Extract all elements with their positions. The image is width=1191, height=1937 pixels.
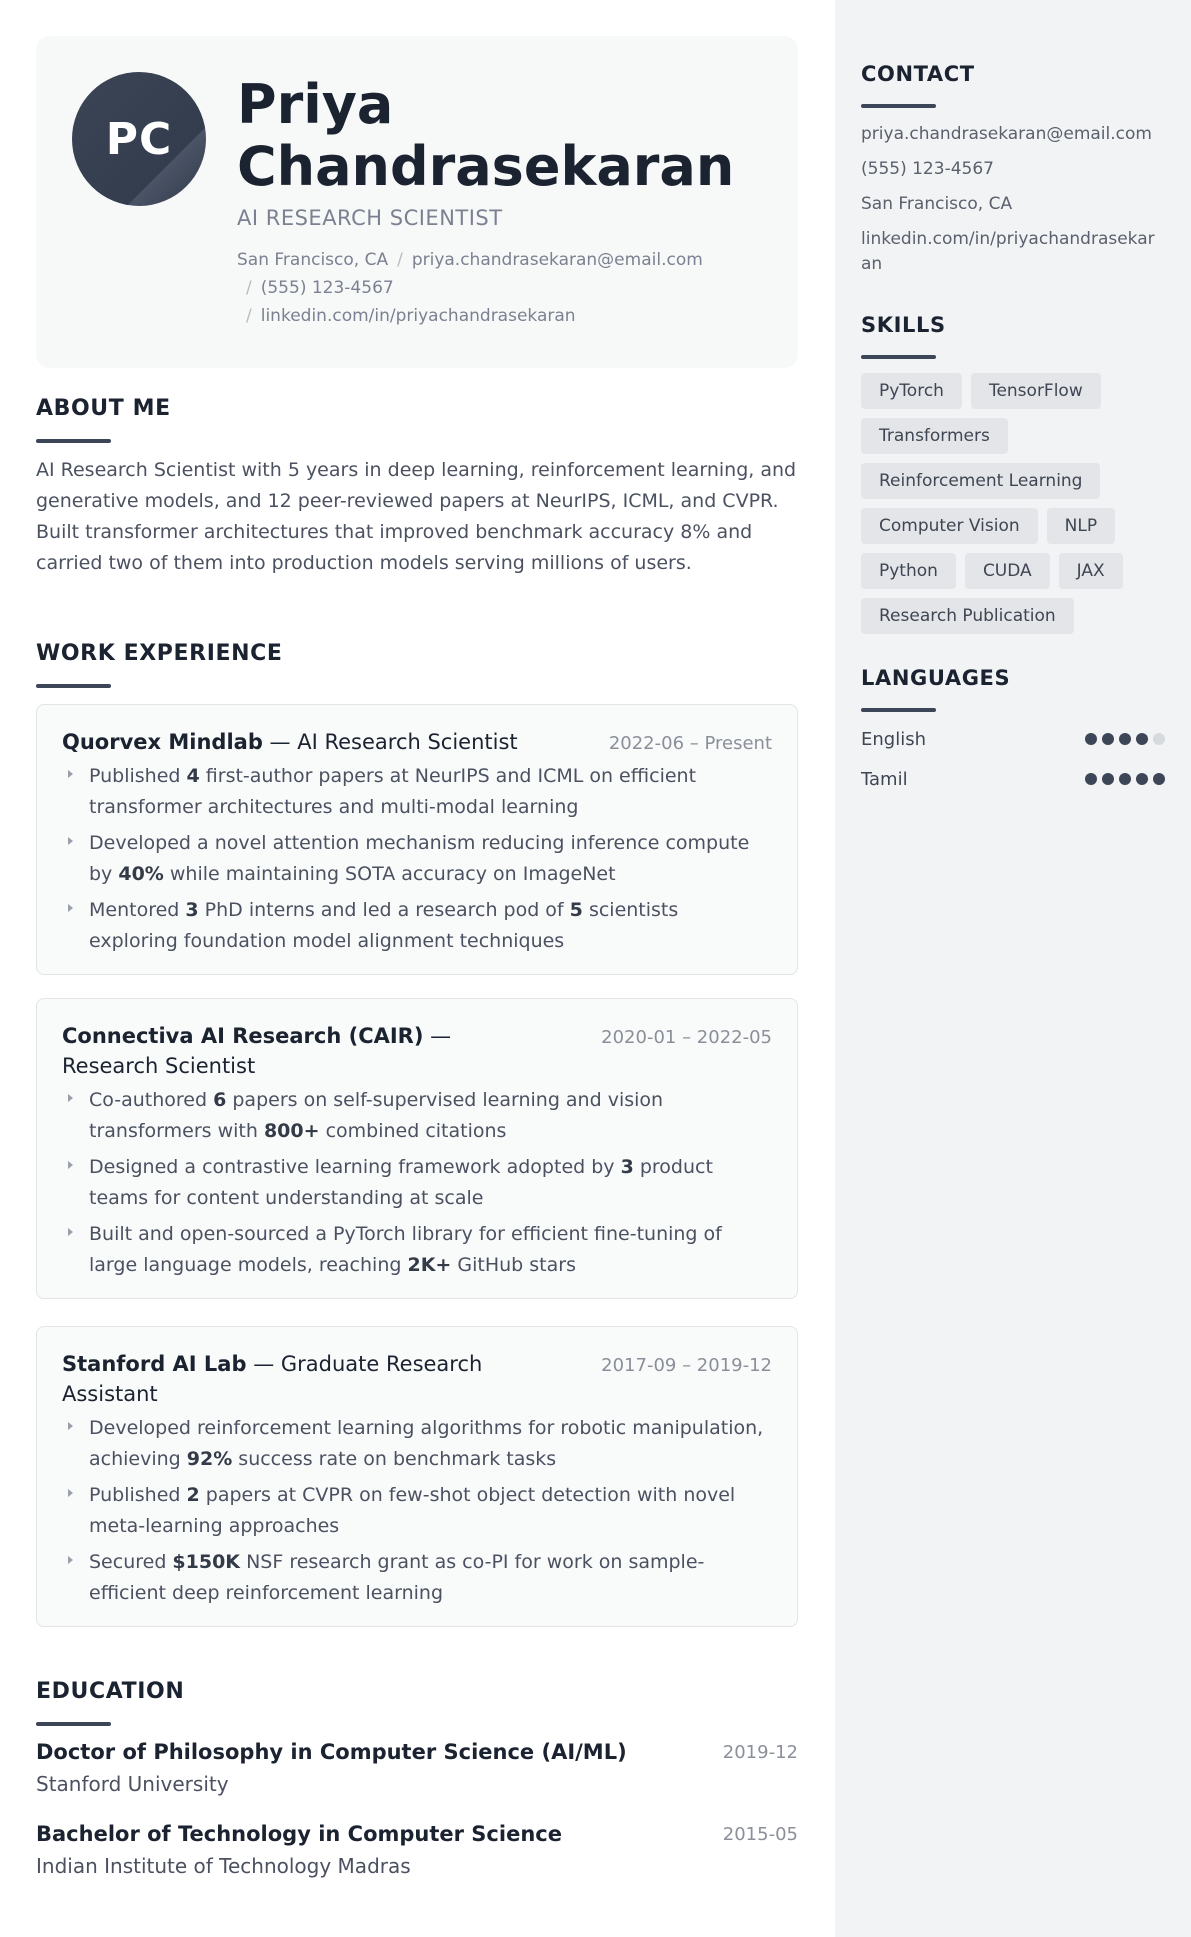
bullet-text: combined citations <box>319 1120 507 1142</box>
bullet-text: Built and open-sourced a PyTorch library for efficient fine-tuning of large language models, reaching <box>89 1223 722 1276</box>
job-bullet <box>62 1547 772 1609</box>
education-date: 2015-05 <box>722 1824 798 1845</box>
header-phone[interactable]: (555) 123-4567 <box>260 278 394 298</box>
bullet-highlight: 3 <box>620 1156 634 1178</box>
bullet-highlight: 2K+ <box>407 1254 452 1276</box>
level-dot <box>1119 773 1131 785</box>
sidebar-title-languages: LANGUAGES <box>861 666 1011 690</box>
separator: / <box>246 306 252 326</box>
section-title-experience: WORK EXPERIENCE <box>36 641 283 666</box>
job-dates: 2020-01 – 2022-05 <box>601 1027 772 1048</box>
bullet-text: while maintaining SOTA accuracy on ImageNet <box>163 863 616 885</box>
language-level-dots <box>1085 733 1165 745</box>
job-dash: — <box>253 1352 275 1376</box>
bullet-text: Developed reinforcement learning algorithms for robotic manipulation, achieving <box>89 1417 764 1470</box>
skill-chip: JAX <box>1059 553 1123 589</box>
header-email[interactable]: priya.chandrasekaran@email.com <box>411 250 703 270</box>
job-bullet <box>62 828 772 890</box>
education-item <box>36 1740 798 1796</box>
bullet-highlight: 4 <box>186 765 200 787</box>
job-bullet <box>62 1480 772 1542</box>
education-degree: Doctor of Philosophy in Computer Science (AI/ML) <box>36 1740 627 1764</box>
language-item <box>861 766 1165 792</box>
skill-chip: Reinforcement Learning <box>861 463 1100 499</box>
header-contact-line-2 <box>237 278 394 298</box>
sidebar-title-contact: CONTACT <box>861 62 975 86</box>
sidebar-inner <box>835 0 1191 792</box>
header-contact-line-1 <box>237 250 703 270</box>
job-bullet <box>62 1085 772 1147</box>
sidebar-location: San Francisco, CA <box>861 194 1013 214</box>
section-underline <box>861 104 936 108</box>
job-title: AI RESEARCH SCIENTIST <box>237 206 503 230</box>
main-column <box>36 36 798 1878</box>
job-header <box>62 1021 772 1081</box>
language-level-dots <box>1085 773 1165 785</box>
section-underline <box>36 439 111 443</box>
skill-chip: NLP <box>1047 508 1115 544</box>
sidebar-email[interactable]: priya.chandrasekaran@email.com <box>861 124 1152 144</box>
bullet-text: Designed a contrastive learning framework adopted by <box>89 1156 621 1178</box>
header-card <box>36 36 798 368</box>
separator: / <box>246 278 252 298</box>
job-bullet <box>62 1152 772 1214</box>
bullet-text: first-author papers at NeurIPS and ICML on efficient transformer architectures and multi-modal learning <box>89 765 697 818</box>
sidebar <box>835 0 1191 1937</box>
bullet-highlight: $150K <box>172 1551 241 1573</box>
skill-chip: PyTorch <box>861 373 962 409</box>
header-linkedin[interactable]: linkedin.com/in/priyachandrasekaran <box>260 306 576 326</box>
avatar <box>72 72 206 206</box>
level-dot <box>1085 773 1097 785</box>
bullet-text: success rate on benchmark tasks <box>232 1448 557 1470</box>
job-dates: 2017-09 – 2019-12 <box>601 1355 772 1376</box>
bullet-text: Published <box>89 1484 187 1506</box>
skill-chip: CUDA <box>965 553 1050 589</box>
job-bullet <box>62 1219 772 1281</box>
education-school: Stanford University <box>36 1772 229 1796</box>
sidebar-phone[interactable]: (555) 123-4567 <box>861 159 994 179</box>
bullet-text: Developed a novel attention mechanism reducing inference compute by <box>89 832 750 885</box>
bullet-text: NSF research grant as co-PI for work on sample-efficient deep reinforcement learning <box>89 1551 705 1604</box>
job-company: Connectiva AI Research (CAIR) <box>62 1024 424 1048</box>
job-bullets <box>62 1413 772 1609</box>
job-bullets <box>62 761 772 957</box>
experience-heading <box>36 641 798 688</box>
bullet-text: scientists exploring foundation model alignment techniques <box>89 899 679 952</box>
job-dates: 2022-06 – Present <box>608 733 772 754</box>
skill-chip: Research Publication <box>861 598 1074 634</box>
bullet-highlight: 6 <box>213 1089 227 1111</box>
language-item <box>861 726 1165 752</box>
level-dot <box>1153 773 1165 785</box>
bullet-text: papers on self-supervised learning and vision transformers with <box>89 1089 664 1142</box>
bullet-text: Secured <box>89 1551 173 1573</box>
section-underline <box>861 708 936 712</box>
level-dot <box>1136 733 1148 745</box>
job-header <box>62 1349 772 1409</box>
job-bullets <box>62 1085 772 1281</box>
bullet-text: Mentored <box>89 899 186 921</box>
bullet-text: PhD interns and led a research pod of <box>198 899 570 921</box>
education-heading <box>36 1679 798 1726</box>
about-section <box>36 396 798 579</box>
education-date: 2019-12 <box>722 1742 798 1763</box>
skill-chip: TensorFlow <box>971 373 1101 409</box>
skill-chip: Transformers <box>861 418 1008 454</box>
bullet-highlight: 5 <box>569 899 583 921</box>
bullet-text: papers at CVPR on few-shot object detection with novel meta-learning approaches <box>89 1484 736 1537</box>
bullet-highlight: 92% <box>186 1448 233 1470</box>
job-company: Stanford AI Lab <box>62 1352 247 1376</box>
job-card <box>36 704 798 975</box>
level-dot <box>1153 733 1165 745</box>
bullet-text: Published <box>89 765 187 787</box>
section-underline <box>36 1722 111 1726</box>
job-bullet <box>62 895 772 957</box>
separator: / <box>397 250 403 270</box>
section-title-about: ABOUT ME <box>36 396 171 421</box>
header-contact-line-3 <box>237 306 576 326</box>
section-title-education: EDUCATION <box>36 1679 185 1704</box>
level-dot <box>1102 773 1114 785</box>
skill-chip: Python <box>861 553 956 589</box>
level-dot <box>1102 733 1114 745</box>
bullet-text: Co-authored <box>89 1089 214 1111</box>
candidate-name: Priya Chandrasekaran <box>237 73 735 198</box>
education-school: Indian Institute of Technology Madras <box>36 1854 411 1878</box>
section-underline <box>861 355 936 359</box>
language-name: English <box>861 728 926 750</box>
education-degree: Bachelor of Technology in Computer Science <box>36 1822 562 1846</box>
bullet-highlight: 40% <box>118 863 164 885</box>
bullet-text: GitHub stars <box>451 1254 576 1276</box>
job-role: AI Research Scientist <box>297 730 518 754</box>
about-text: AI Research Scientist with 5 years in deep learning, reinforcement learning, and generative models, and 12 peer-reviewed papers at NeurIPS, ICML, and CVPR. Built transformer architectures that improved benchmark accuracy 8% and carried two of them into production models serving millions of users. <box>36 459 797 574</box>
level-dot <box>1119 733 1131 745</box>
bullet-text: product teams for content understanding at scale <box>89 1156 713 1209</box>
bullet-highlight: 800+ <box>263 1120 320 1142</box>
skills-list <box>861 373 1165 634</box>
section-underline <box>36 684 111 688</box>
job-dash: — <box>430 1024 452 1048</box>
job-dash: — <box>269 730 291 754</box>
languages-list <box>861 726 1165 792</box>
language-name: Tamil <box>861 768 908 790</box>
education-item <box>36 1822 798 1878</box>
sidebar-title-skills: SKILLS <box>861 313 946 337</box>
job-role: Graduate Research Assistant <box>62 1352 483 1406</box>
job-card <box>36 998 798 1299</box>
job-bullet <box>62 1413 772 1475</box>
job-bullet <box>62 761 772 823</box>
avatar-initials: PC <box>105 113 173 165</box>
job-header <box>62 727 772 757</box>
bullet-highlight: 3 <box>185 899 199 921</box>
job-company: Quorvex Mindlab <box>62 730 263 754</box>
sidebar-linkedin[interactable]: linkedin.com/in/priyachandrasekaran <box>861 229 1155 274</box>
header-location: San Francisco, CA <box>237 250 389 270</box>
job-card <box>36 1326 798 1627</box>
level-dot <box>1085 733 1097 745</box>
job-role: Research Scientist <box>62 1054 256 1078</box>
level-dot <box>1136 773 1148 785</box>
bullet-highlight: 2 <box>186 1484 200 1506</box>
skill-chip: Computer Vision <box>861 508 1038 544</box>
